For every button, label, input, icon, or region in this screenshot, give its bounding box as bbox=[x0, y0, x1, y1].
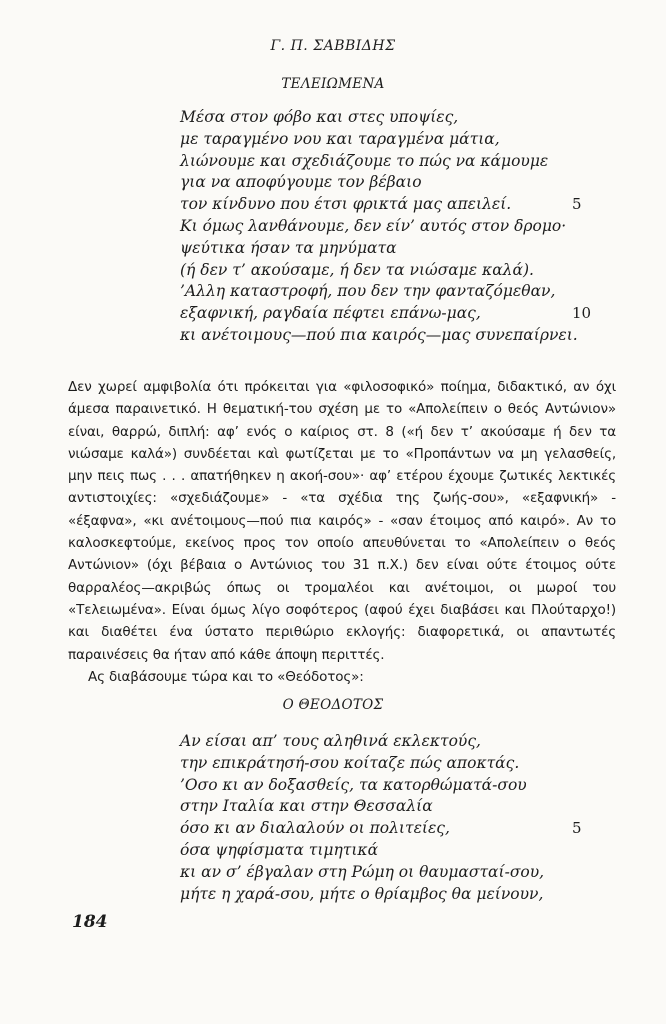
poem-line: για να αποφύγουμε τον βέβαιο bbox=[180, 173, 422, 192]
poem-teleiomena bbox=[180, 107, 600, 347]
poem-line: κι ανέτοιμους—πού πια καιρός—μας συνεπαίρνει. bbox=[180, 325, 578, 344]
poem-title-teleiomena: ΤΕΛΕΙΩΜΕΝΑ bbox=[281, 76, 385, 92]
line-number: 10 bbox=[572, 304, 592, 323]
poem-line: κι αν σ’ έβγαλαν στη Ρώμη οι θαυμασταί-σου, bbox=[180, 862, 545, 881]
poem-theodotos bbox=[180, 731, 600, 905]
poem-line: με ταραγμένο νου και ταραγμένα μάτια, bbox=[180, 129, 500, 148]
line-number: 5 bbox=[572, 819, 582, 838]
poem-line: Κι όμως λανθάνουμε, δεν είν’ αυτός στον δρομο· bbox=[180, 216, 567, 235]
poem-line: Μέσα στον φόβο και στες υποψίες, bbox=[180, 108, 459, 126]
poem-line: όσα ψηφίσματα τιμητικά bbox=[180, 840, 379, 859]
poem-line: την επικράτησή-σου κοίταζε πώς αποκτάς. bbox=[180, 753, 520, 772]
poem-line: ’Οσο κι αν δοξασθείς, τα κατορθώματά-σου bbox=[180, 775, 527, 794]
poem-title-theodotos: Ο ΘΕΟΔΟΤΟΣ bbox=[282, 697, 384, 713]
poem-line: ’Αλλη καταστροφή, που δεν την φανταζόμεθαν, bbox=[180, 282, 556, 301]
poem-line: λιώνουμε και σχεδιάζουμε το πώς να κάμουμε bbox=[180, 151, 549, 170]
poem-line: στην Ιταλία και στην Θεσσαλία bbox=[180, 797, 433, 816]
commentary-paragraph: Ας διαβάσουμε τώρα και το «Θεόδοτος»: bbox=[88, 668, 364, 685]
poem-line: Αν είσαι απ’ τους αληθινά εκλεκτούς, bbox=[180, 732, 481, 750]
poem-line: εξαφνική, ραγδαία πέφτει επάνω-μας, 10 bbox=[180, 303, 600, 325]
line-number: 5 bbox=[572, 195, 582, 214]
poem-line: ψεύτικα ήσαν τα μηνύματα bbox=[180, 238, 397, 257]
poem-line: (ή δεν τ’ ακούσαμε, ή δεν τα νιώσαμε καλά). bbox=[180, 260, 534, 279]
running-head: Γ. Π. ΣΑΒΒΙΔΗΣ bbox=[270, 38, 396, 54]
poem-line: μήτε η χαρά-σου, μήτε ο θρίαμβος θα μείνουν, bbox=[180, 884, 544, 903]
poem-line: όσο κι αν διαλαλούν οι πολιτείες, 5 bbox=[180, 818, 600, 840]
poem-line: τον κίνδυνο που έτσι φρικτά μας απειλεί. 5 bbox=[180, 194, 600, 216]
page-number: 184 bbox=[72, 912, 108, 932]
commentary-paragraph: Δεν χωρεί αμφιβολία ότι πρόκειται για «φιλοσοφικό» ποίημα, διδακτικό, αν όχι άμεσα παραινετικό. Η θεματική-του σχέση με το «Απολείπειν ο θεός Αντώνιον» είναι, θαρρώ, διπλή: αφ’ ενός ο καίριος στ. 8 («ή δεν τ’ ακούσαμε ή δεν τα νιώσαμε καλά») συνδέεται καὶ φωτίζεται με το «Προπάντων να μη γελασθείς, μην πεις πως . . . απατήθηκεν η ακοή-σου»· αφ’ ετέρου έχουμε ζωτικές λεκτικές αντιστοιχίες: «σχεδιάζουμε» - «τα σχέδια της ζωής-σου», «εξαφνική» - «έξαφνα», «κι ανέτοιμους—πού πια καιρός» - «σαν έτοιμος από καιρό». Αν το καλοσκεφτούμε, εκείνος προς τον οποίο απευθύνεται το «Απολείπειν ο θεός Αντώνιον» (όχι βέβαια ο Αντώνιος του 31 π.Χ.) δεν είναι ούτε έτοιμος ούτε θαρραλέος—ακριβώς όπως οι τρομαλέοι και ανέτοιμοι, οι μωροί του «Τελειωμένα». Είναι όμως λίγο σοφότερος (αφού έχει διαβάσει και Πλούταρχο!) και διαθέτει ένα ύστατο περιθώριο εκλογής: διαφορετικά, οι απαντωτές παραινέσεις θα ήταν από κάθε άποψη περιττές. bbox=[68, 379, 616, 663]
commentary-text bbox=[68, 376, 616, 688]
